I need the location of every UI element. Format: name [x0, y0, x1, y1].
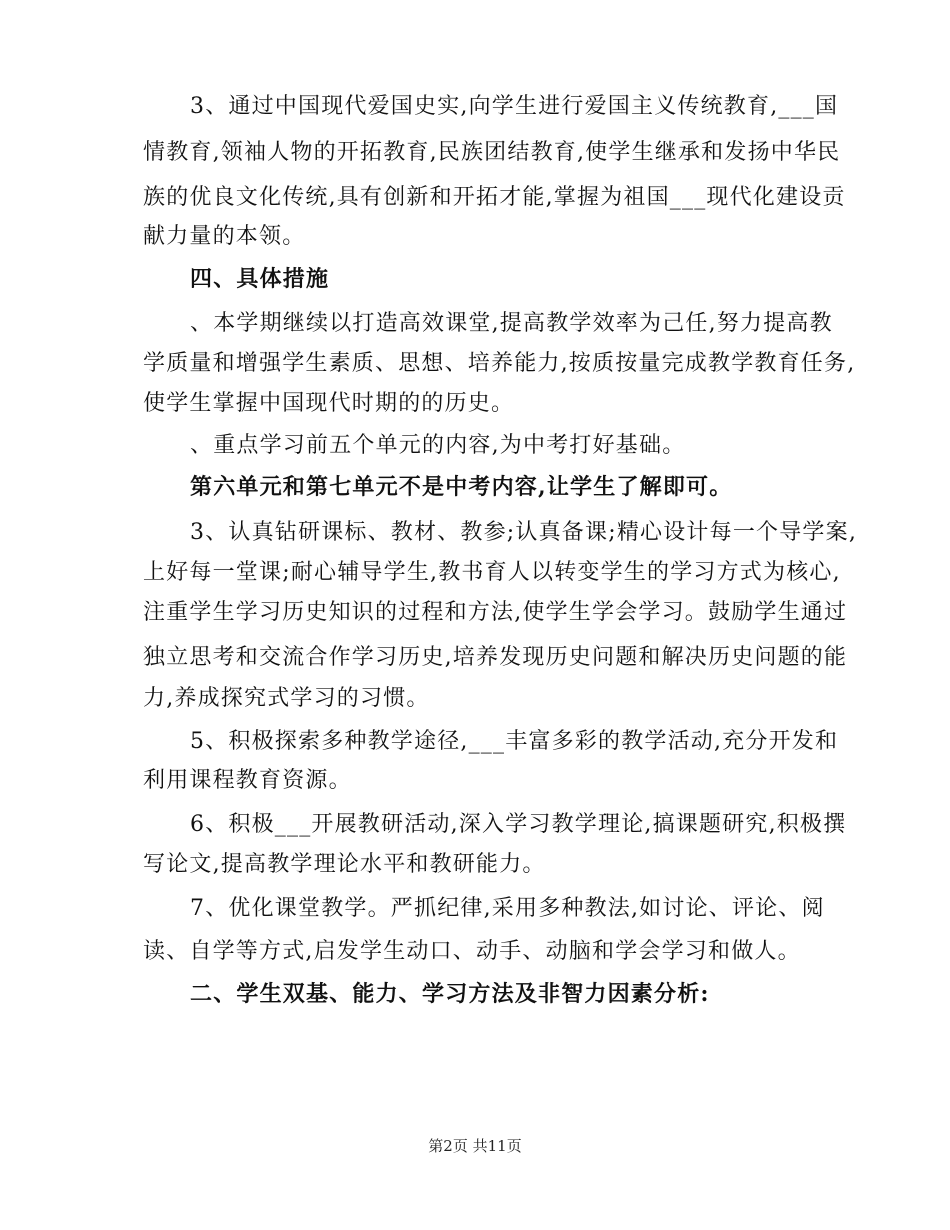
measure-5-line-2: 利用课程教育资源。 [143, 768, 352, 793]
measure-6-line-2: 写论文,提高教学理论水平和教研能力。 [143, 852, 546, 877]
measure-1-line-1: 、本学期继续以打造高效课堂,提高教学效率为己任,努力提高教 [190, 311, 833, 336]
measure-3-line-5: 力,养成探究式学习的习惯。 [143, 686, 430, 711]
section-heading-student-analysis: 二、学生双基、能力、学习方法及非智力因素分析: [190, 981, 710, 1007]
measure-3-line-3: 注重学生学习历史知识的过程和方法,使学生学会学习。鼓励学生通过 [143, 600, 848, 625]
measure-3-line-4: 独立思考和交流合作学习历史,培养发现历史问题和解决历史问题的能 [143, 645, 848, 670]
measure-7-line-1: 7、优化课堂教学。严抓纪律,采用多种教法,如讨论、评论、阅 [190, 896, 825, 921]
measure-1-line-3: 使学生掌握中国现代时期的的历史。 [143, 391, 515, 416]
page-number: 第2页 共11页 [428, 1137, 522, 1155]
measure-7-line-2: 读、自学等方式,启发学生动口、动手、动脑和学会学习和做人。 [143, 939, 801, 964]
measure-1-line-2: 学质量和增强学生素质、思想、培养能力,按质按量完成教学教育任务, [143, 351, 856, 376]
paragraph-3-line-4: 献力量的本领。 [143, 224, 306, 249]
measure-2-line-1: 、重点学习前五个单元的内容,为中考打好基础。 [190, 433, 686, 458]
measure-3-line-2: 上好每一堂课;耐心辅导学生,教书育人以转变学生的学习方式为核心, [143, 560, 841, 585]
section-heading-measures: 四、具体措施 [190, 266, 330, 292]
measure-6-line-1: 6、积极___开展教研活动,深入学习教学理论,搞课题研究,积极撰 [190, 812, 847, 837]
paragraph-3-line-2: 情教育,领袖人物的开拓教育,民族团结教育,使学生继承和发扬中华民 [143, 140, 841, 165]
paragraph-3-line-1: 3、通过中国现代爱国史实,向学生进行爱国主义传统教育,___国 [190, 94, 839, 119]
measure-3-line-1: 3、认真钻研课标、教材、教参;认真备课;精心设计每一个导学案, [190, 520, 858, 545]
measure-5-line-1: 5、积极探索多种教学途径,___丰富多彩的教学活动,充分开发和 [190, 729, 839, 754]
paragraph-3-line-3: 族的优良文化传统,具有创新和开拓才能,掌握为祖国___现代化建设贡 [143, 185, 846, 210]
bold-note-units: 第六单元和第七单元不是中考内容,让学生了解即可。 [190, 474, 733, 500]
